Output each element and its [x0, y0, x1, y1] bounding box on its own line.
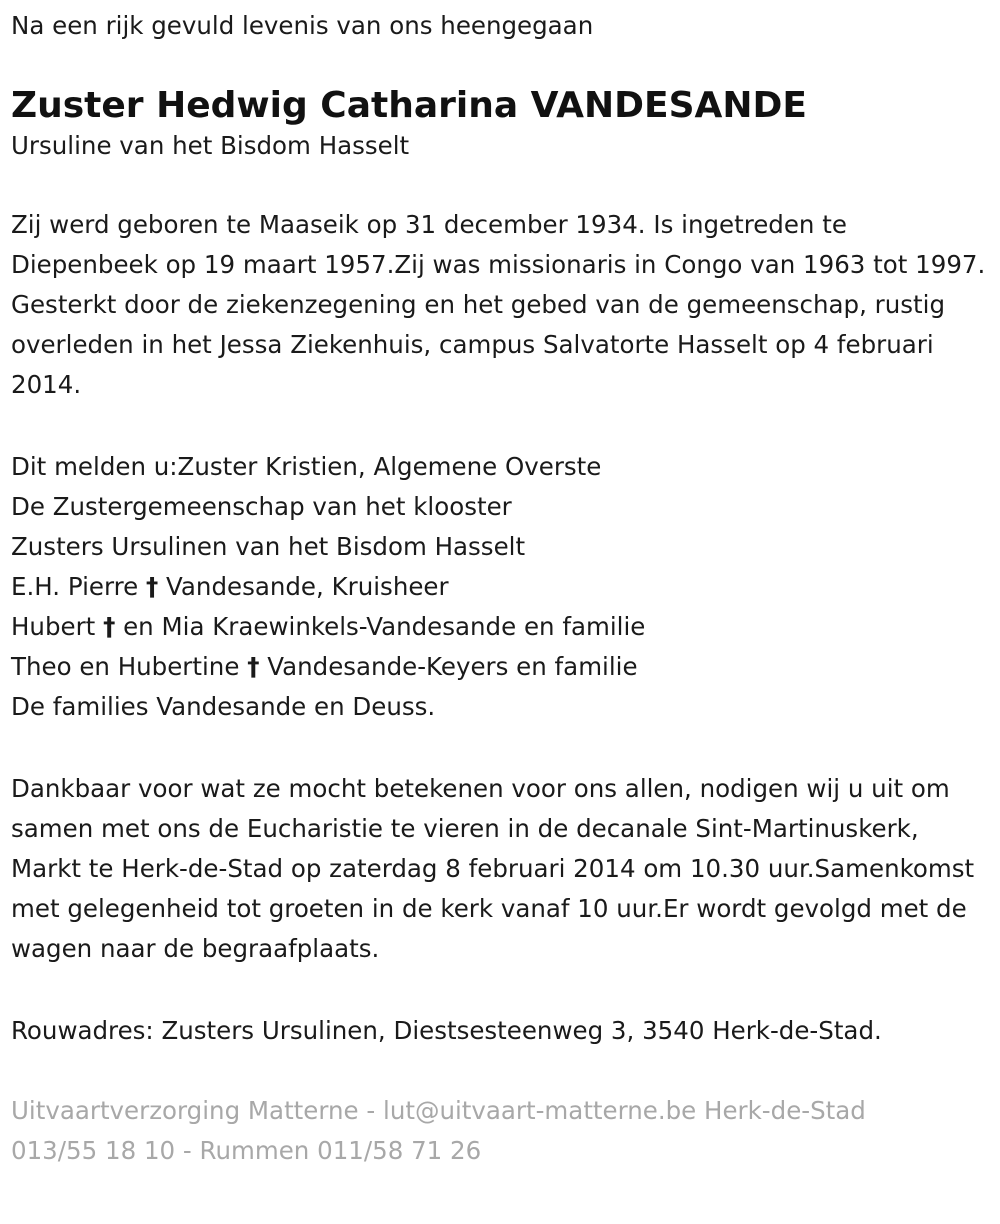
funeral-home-footer: [11, 1091, 989, 1171]
announcer-line: De Zustergemeenschap van het klooster: [11, 492, 512, 521]
mourning-address: Rouwadres: Zusters Ursulinen, Diestsesteenweg 3, 3540 Herk-de-Stad.: [11, 1016, 882, 1045]
announcer-line: [11, 647, 989, 687]
service-info: [11, 769, 989, 969]
service-paragraph: Dankbaar voor wat ze mocht betekenen voor ons allen, nodigen wij u uit om samen met ons de Eucharistie te vieren in de decanale Sint-Martinuskerk, Markt te Herk-de-Stad op zaterdag 8 februari 2014 om 10.30 uur.Samenkomst met gelegenheid tot groeten in de kerk vanaf 10 uur.Er wordt gevolgd met de wagen naar de begraafplaats.: [11, 774, 975, 963]
announcer-line: De families Vandesande en Deuss.: [11, 692, 436, 721]
cross-icon: †: [247, 652, 260, 681]
biography-paragraph-2: Gesterkt door de ziekenzegening en het gebed van de gemeenschap, rustig overleden in het Jessa Ziekenhuis, campus Salvatorte Hasselt op 4 februari 2014.: [11, 290, 945, 399]
announcer-line: Dit melden u:Zuster Kristien, Algemene Overste: [11, 452, 602, 481]
announcer-name: en Mia Kraewinkels-Vandesande en familie: [123, 612, 646, 641]
intro-text: Na een rijk gevuld levenis van ons heengegaan: [11, 11, 594, 40]
deceased-name: Zuster Hedwig Catharina VANDESANDE: [11, 85, 807, 126]
biography-paragraph-1: Zij werd geboren te Maaseik op 31 december 1934. Is ingetreden te Diepenbeek op 19 maart 1957.Zij was missionaris in Congo van 1963 tot 1997.: [11, 210, 986, 279]
announcer-name: Theo en Hubertine: [11, 652, 240, 681]
footer-line-2: 013/55 18 10 - Rummen 011/58 71 26: [11, 1136, 482, 1165]
announcers-list: [11, 447, 989, 727]
announcer-line: [11, 607, 989, 647]
cross-icon: †: [103, 612, 116, 641]
announcer-name: Vandesande-Keyers en familie: [267, 652, 638, 681]
announcer-name: Hubert: [11, 612, 96, 641]
cross-icon: †: [146, 572, 159, 601]
announcer-line: Zusters Ursulinen van het Bisdom Hasselt: [11, 532, 526, 561]
deceased-subtitle: Ursuline van het Bisdom Hasselt: [11, 131, 410, 160]
footer-line-1: Uitvaartverzorging Matterne - lut@uitvaart-matterne.be Herk-de-Stad: [11, 1096, 866, 1125]
biography: [11, 205, 989, 405]
announcer-name: E.H. Pierre: [11, 572, 139, 601]
announcer-line: [11, 567, 989, 607]
announcer-name: Vandesande, Kruisheer: [166, 572, 449, 601]
address-block: [11, 1011, 989, 1051]
